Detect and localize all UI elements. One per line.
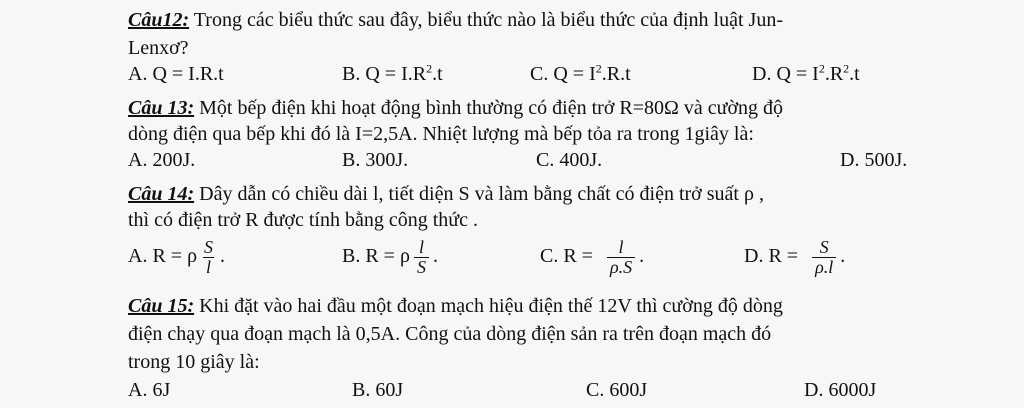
q14-label: Câu 14: bbox=[128, 183, 195, 205]
q15-option-a: A. 6J bbox=[128, 379, 171, 401]
q12-option-b: B. $Q = I.R^2.t$ bbox=[342, 61, 443, 85]
q15-option-d: D. 6000J bbox=[804, 379, 877, 401]
q13-option-b: B. 300J. bbox=[342, 149, 409, 171]
q12-option-d: D. $Q = I^2.R^2.t$ bbox=[752, 61, 860, 85]
q14-option-a: A. R = ρ $\frac{S}{l}$ . bbox=[128, 237, 226, 277]
q14-option-d: D. R = $\frac{S}{\rho.l}$ . bbox=[744, 237, 846, 277]
q12-option-c: C. $Q = I^2.R.t$ bbox=[530, 61, 631, 85]
q14-option-c: C. R = $\frac{l}{\rho.S}$ . bbox=[540, 237, 645, 277]
q13-line1 bbox=[128, 96, 783, 120]
q13-option-c: C. 400J. bbox=[536, 149, 603, 171]
q15-line1 bbox=[128, 294, 783, 318]
q12-option-a: A. Q = I.R.t bbox=[128, 63, 224, 85]
q15-text3: trong 10 giây là: bbox=[128, 351, 260, 373]
q14-a-fraction: $\frac{S}{l}$ bbox=[204, 237, 214, 277]
q13-text1: Một bếp điện khi hoạt động bình thường có điện trở R=80Ω và cường độ bbox=[194, 97, 784, 119]
q14-line1 bbox=[128, 182, 764, 206]
q13-label: Câu 13: bbox=[128, 97, 195, 119]
q14-text1: Dây dẫn có chiều dài l, tiết diện S và làm bằng chất có điện trở suất ρ , bbox=[194, 183, 764, 205]
q12-label: Câu12: bbox=[128, 9, 190, 31]
q15-option-c: C. 600J bbox=[586, 379, 648, 401]
q14-b-fraction: $\frac{l}{S}$ bbox=[414, 238, 429, 277]
q14-c-fraction: $\frac{l}{\rho.S}$ bbox=[607, 238, 635, 277]
q12-line1 bbox=[128, 8, 783, 32]
q13-text2: dòng điện qua bếp khi đó là I=2,5A. Nhiệt lượng mà bếp tỏa ra trong 1giây là: bbox=[128, 123, 754, 145]
q15-label: Câu 15: bbox=[128, 295, 195, 317]
q12-text2: Lenxơ? bbox=[128, 37, 189, 59]
q14-option-b: B. R = ρ $\frac{l}{S}$ . bbox=[342, 237, 438, 277]
q13-option-a: A. 200J. bbox=[128, 149, 196, 171]
q15-option-b: B. 60J bbox=[352, 379, 404, 401]
q14-text2: thì có điện trở R được tính bằng công thức . bbox=[128, 209, 478, 231]
q12-text1: Trong các biểu thức sau đây, biểu thức nào là biểu thức của định luật Jun- bbox=[189, 9, 783, 31]
q15-text1: Khi đặt vào hai đầu một đoạn mạch hiệu điện thế 12V thì cường độ dòng bbox=[194, 295, 783, 317]
q15-text2: điện chạy qua đoạn mạch là 0,5A. Công của dòng điện sản ra trên đoạn mạch đó bbox=[128, 323, 772, 345]
q14-d-fraction: $\frac{S}{\rho.l}$ bbox=[812, 238, 836, 277]
q13-option-d: D. 500J. bbox=[840, 149, 908, 171]
